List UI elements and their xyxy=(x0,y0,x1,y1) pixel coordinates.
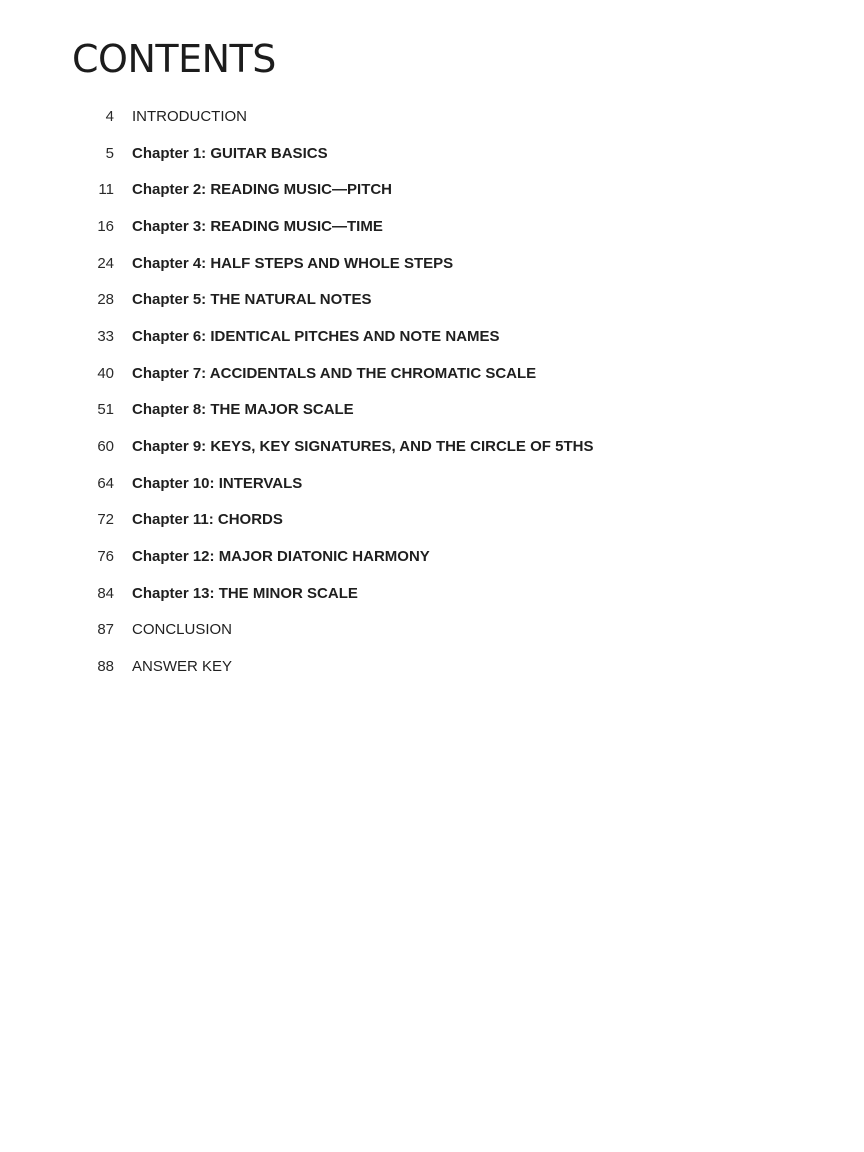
toc-entry[interactable] xyxy=(0,502,864,539)
table-of-contents xyxy=(0,98,864,685)
toc-entry-label: Chapter 6: IDENTICAL PITCHES AND NOTE NAMES xyxy=(132,327,500,345)
toc-entry-label: Chapter 3: READING MUSIC—TIME xyxy=(132,217,383,235)
toc-page-number: 60 xyxy=(97,438,114,456)
toc-page-number: 28 xyxy=(97,291,114,309)
toc-entry[interactable] xyxy=(0,465,864,502)
toc-entry-label: Chapter 10: INTERVALS xyxy=(132,474,303,492)
toc-entry[interactable] xyxy=(0,355,864,392)
toc-page-number: 4 xyxy=(105,107,114,125)
toc-entry-label: Chapter 1: GUITAR BASICS xyxy=(132,144,328,162)
toc-page-number: 87 xyxy=(97,621,114,639)
toc-entry-label: Chapter 8: THE MAJOR SCALE xyxy=(132,401,354,419)
toc-page-number: 24 xyxy=(97,254,114,272)
toc-entry[interactable] xyxy=(0,245,864,282)
toc-entry-label: Chapter 11: CHORDS xyxy=(132,511,283,529)
toc-entry[interactable] xyxy=(0,538,864,575)
toc-page-number: 88 xyxy=(97,658,114,676)
toc-entry-label: Chapter 12: MAJOR DIATONIC HARMONY xyxy=(132,548,430,566)
toc-entry-label: Chapter 9: KEYS, KEY SIGNATURES, AND THE CIRCLE OF 5THS xyxy=(132,438,594,456)
toc-entry-label: Chapter 13: THE MINOR SCALE xyxy=(132,584,358,602)
toc-entry[interactable] xyxy=(0,98,864,135)
toc-entry[interactable] xyxy=(0,392,864,429)
toc-page-number: 40 xyxy=(97,364,114,382)
toc-page-number: 64 xyxy=(97,474,114,492)
toc-entry-label: INTRODUCTION xyxy=(132,107,247,125)
toc-entry[interactable] xyxy=(0,648,864,685)
toc-entry-label: CONCLUSION xyxy=(132,621,233,639)
toc-page-number: 11 xyxy=(98,181,114,199)
toc-entry-label: Chapter 7: ACCIDENTALS AND THE CHROMATIC SCALE xyxy=(132,364,537,382)
toc-page-number: 51 xyxy=(97,401,114,419)
toc-entry[interactable] xyxy=(0,281,864,318)
toc-page-number: 84 xyxy=(97,584,114,602)
toc-entry[interactable] xyxy=(0,612,864,649)
toc-entry[interactable] xyxy=(0,208,864,245)
toc-entry[interactable] xyxy=(0,171,864,208)
toc-entry[interactable] xyxy=(0,428,864,465)
toc-entry[interactable] xyxy=(0,575,864,612)
toc-entry[interactable] xyxy=(0,318,864,355)
toc-entry-label: Chapter 5: THE NATURAL NOTES xyxy=(132,291,372,309)
toc-entry[interactable] xyxy=(0,135,864,172)
toc-entry-label: Chapter 4: HALF STEPS AND WHOLE STEPS xyxy=(132,254,454,272)
toc-page-number: 5 xyxy=(105,144,114,162)
toc-page-number: 16 xyxy=(97,217,114,235)
toc-page-number: 76 xyxy=(97,548,114,566)
toc-page-number: 72 xyxy=(97,511,114,529)
toc-page-number: 33 xyxy=(97,327,114,345)
page-title: CONTENTS xyxy=(72,37,276,81)
toc-entry-label: Chapter 2: READING MUSIC—PITCH xyxy=(132,181,393,199)
toc-entry-label: ANSWER KEY xyxy=(132,658,233,676)
